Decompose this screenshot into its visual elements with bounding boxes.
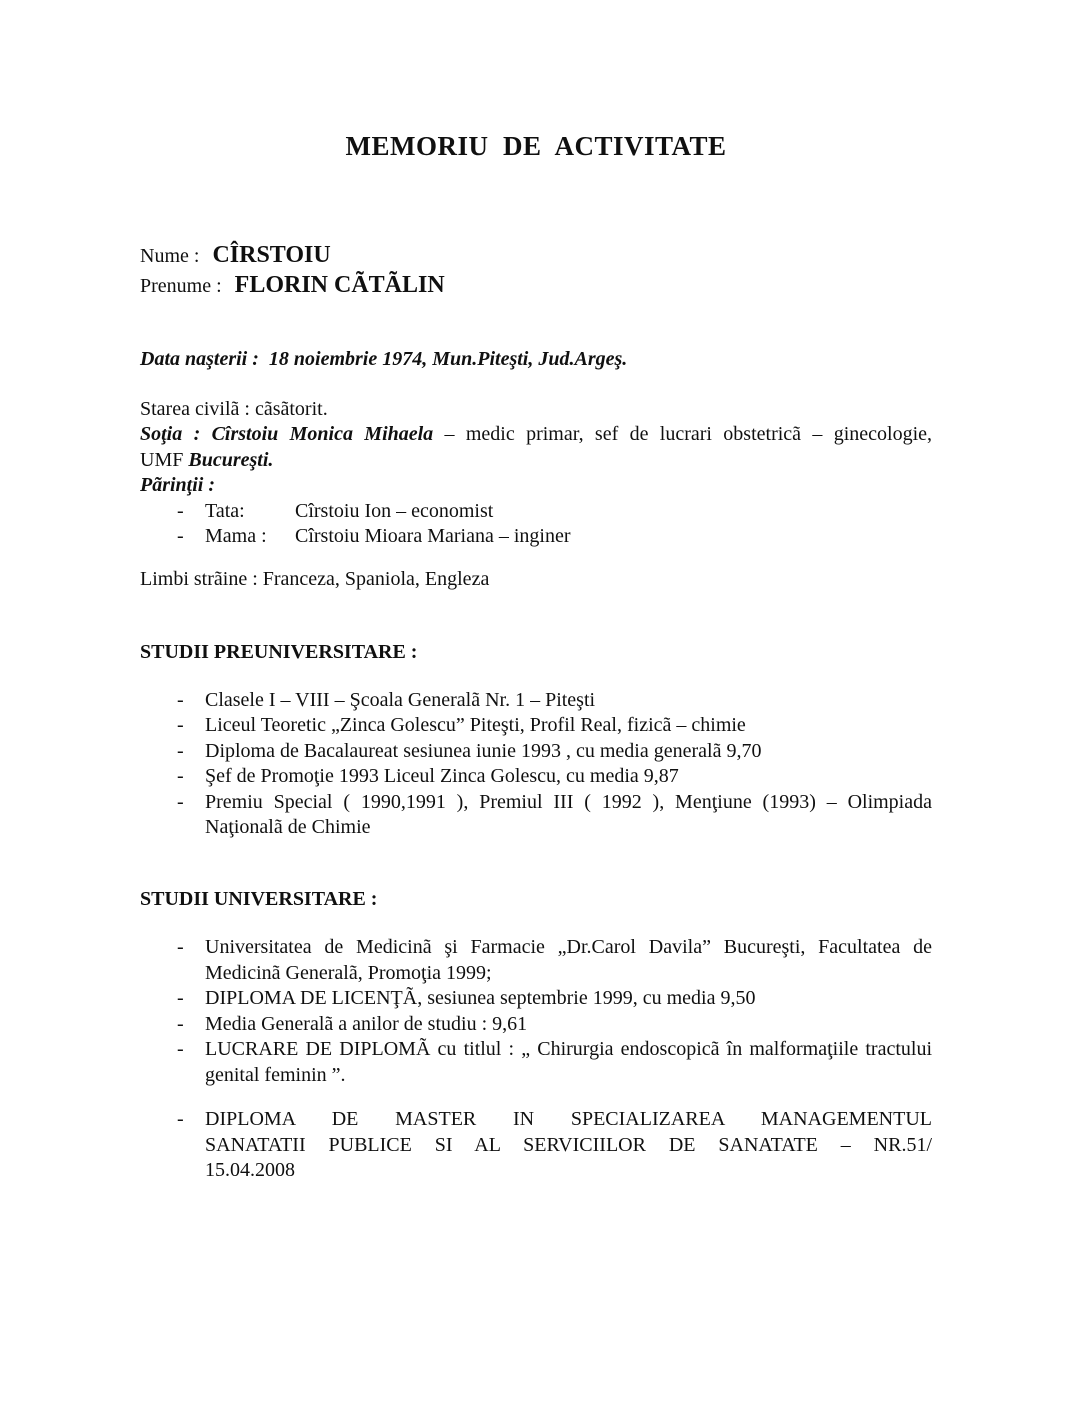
prenume-value: FLORIN CÃTÃLIN	[234, 272, 445, 298]
list-item-text: LUCRARE DE DIPLOMÃ cu titlul : „ Chirurgia endoscopicã în malformaţiile tractului genital feminin ”.	[205, 1038, 932, 1086]
master-line-3: 15.04.2008	[205, 1159, 295, 1181]
father-label: Tata:	[205, 499, 245, 522]
list-item	[140, 1012, 932, 1038]
list-item	[140, 986, 932, 1012]
dash-bullet: -	[177, 525, 184, 547]
list-item-text: Liceul Teoretic „Zinca Golescu” Piteşti, Profil Real, fizicã – chimie	[205, 714, 746, 736]
civil-status-line: Starea civilã : cãsãtorit.	[140, 397, 328, 420]
spouse-city: Bucureşti.	[188, 448, 274, 471]
spouse-desc: – medic primar, sef de lucrari obstetricã – ginecologie,	[444, 423, 933, 445]
dash-bullet: -	[177, 765, 184, 787]
section-heading-preuniversity: STUDII PREUNIVERSITARE :	[140, 641, 418, 663]
preuniversity-list	[140, 688, 932, 841]
university-list	[140, 935, 932, 1184]
parents-label: Pãrinţii :	[140, 474, 216, 496]
dash-bullet: -	[177, 936, 184, 958]
list-item	[140, 688, 932, 714]
list-item-text: Şef de Promoţie 1993 Liceul Zinca Golescu, cu media 9,87	[205, 765, 679, 787]
nume-row	[140, 241, 932, 271]
birth-date-line: Data naşterii : 18 noiembrie 1974, Mun.Piteşti, Jud.Argeş.	[140, 348, 628, 370]
spouse-line-1	[140, 422, 932, 448]
nume-value: CÎRSTOIU	[212, 242, 331, 268]
mother-label: Mama :	[205, 525, 267, 547]
spouse-name: Cîrstoiu Monica Mihaela	[211, 423, 434, 445]
dash-bullet: -	[177, 499, 184, 522]
list-item	[140, 713, 932, 739]
spouse-label: Soţia :	[140, 423, 201, 445]
dash-bullet: -	[177, 790, 184, 813]
dash-bullet: -	[177, 1012, 184, 1035]
prenume-row	[140, 271, 932, 301]
prenume-label: Prenume :	[140, 275, 222, 297]
list-item-text: Clasele I – VIII – Şcoala Generalã Nr. 1 – Piteşti	[205, 688, 596, 711]
father-value: Cîrstoiu Ion – economist	[295, 499, 494, 522]
dash-bullet: -	[177, 714, 184, 736]
document-content	[140, 0, 932, 1184]
spouse-line-2	[140, 448, 932, 474]
languages-line: Limbi strãine : Franceza, Spaniola, Engleza	[140, 567, 490, 590]
nume-label: Nume :	[140, 245, 200, 267]
dash-bullet: -	[177, 739, 184, 762]
mother-value: Cîrstoiu Mioara Mariana – inginer	[295, 525, 571, 547]
dash-bullet: -	[177, 987, 184, 1009]
mother-row	[140, 524, 932, 550]
list-item-text: Diploma de Bacalaureat sesiunea iunie 1993 , cu media generalã 9,70	[205, 739, 762, 762]
section-heading-university: STUDII UNIVERSITARE :	[140, 887, 378, 910]
list-item-text: DIPLOMA DE LICENŢÃ, sesiunea septembrie 1999, cu media 9,50	[205, 987, 756, 1009]
master-line-2: SANATATII PUBLICE SI AL SERVICIILOR DE SANATATE – NR.51/	[205, 1133, 932, 1156]
dash-bullet: -	[177, 688, 184, 711]
list-item-master-diploma	[140, 1107, 932, 1184]
dash-bullet: -	[177, 1038, 184, 1060]
list-item	[140, 764, 932, 790]
master-line-1: DIPLOMA DE MASTER IN SPECIALIZAREA MANAGEMENTUL	[205, 1108, 932, 1130]
list-item	[140, 790, 932, 841]
family-block	[140, 397, 932, 550]
list-item-text: Premiu Special ( 1990,1991 ), Premiul III ( 1992 ), Menţiune (1993) – Olimpiada Naţionalã de Chimie	[205, 790, 932, 838]
identity-block	[140, 241, 932, 301]
list-item-text: Media Generalã a anilor de studiu : 9,61	[205, 1012, 528, 1035]
list-item-text: Universitatea de Medicinã şi Farmacie „Dr.Carol Davila” Bucureşti, Facultatea de Medicinã Generalã, Promoţia 1999;	[205, 936, 932, 984]
page-title: MEMORIU DE ACTIVITATE	[345, 131, 727, 161]
spouse-institution: UMF	[140, 448, 184, 471]
father-row	[140, 499, 932, 525]
list-item	[140, 935, 932, 986]
list-item	[140, 1037, 932, 1088]
list-item	[140, 739, 932, 765]
dash-bullet: -	[177, 1108, 184, 1130]
